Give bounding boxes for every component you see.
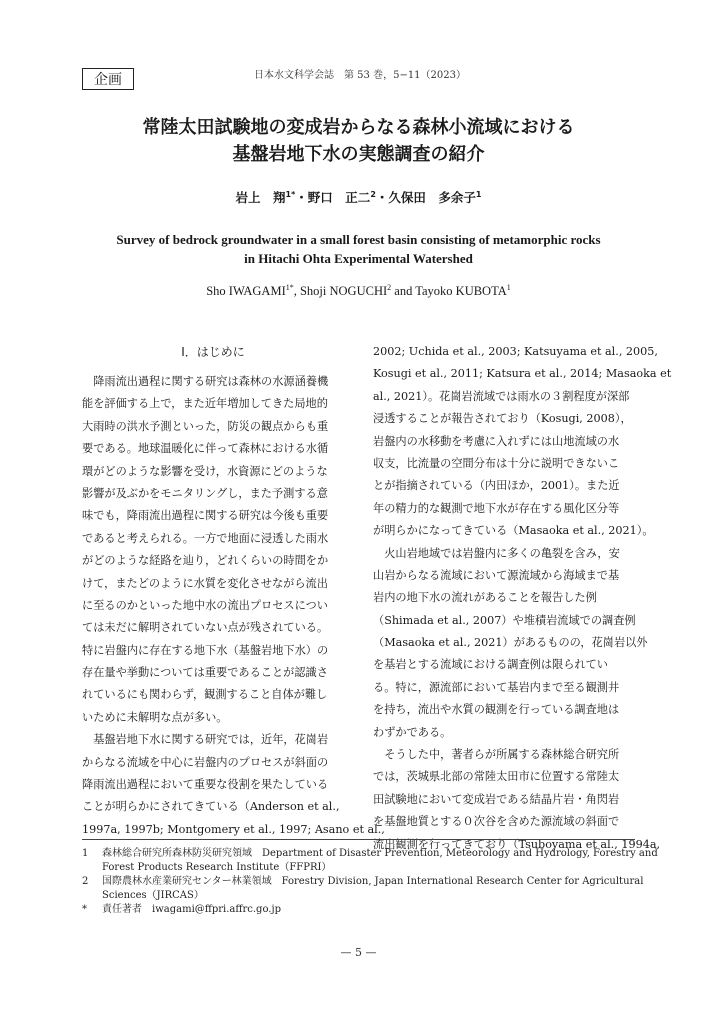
english-title-line2: in Hitachi Ohta Experimental Watershed	[244, 251, 473, 266]
english-title-line1: Survey of bedrock groundwater in a small forest basin consisting of metamorphic rocks	[116, 232, 601, 247]
left-column-line: 環がどのような影響を受け，水資源にどのような	[82, 464, 328, 478]
left-column-line: がどのような経路を辿り，どれくらいの時間をか	[82, 554, 329, 568]
right-column-line: を基岩とする流域における調査例は限られてい	[373, 658, 608, 672]
author-2-affiliation: 2	[370, 189, 376, 199]
left-column-line: であると考えられる。一方で地面に浸透した雨水	[82, 531, 329, 545]
japanese-title-line1: 常陸太田試験地の変成岩からなる森林小流域における	[142, 117, 575, 138]
footnote-2-line1: 国際農林水産業研究センター林業領域 Forestry Division, Japan International Research Center for Agricultural	[102, 876, 644, 887]
left-column-line: 味でも，降雨流出過程に関する研究は今後も重要	[82, 509, 329, 523]
right-column-line: （Masaoka et al., 2021）があるものの，花崗岩以外	[373, 636, 648, 650]
footnote-3-marker: *	[82, 904, 87, 915]
author-1-name: 岩上 翔	[235, 190, 286, 205]
author-1-affiliation-en: 1	[285, 283, 290, 292]
footnote-3-line1: 責任著者 iwagami@ffpri.affrc.go.jp	[102, 904, 281, 915]
author-3-name: 久保田 多余子	[388, 190, 476, 205]
left-column-line: からなる流域を中心に岩盤内のプロセスが斜面の	[82, 755, 329, 769]
right-column-line: 2002; Uchida et al., 2003; Katsuyama et al., 2005,	[373, 345, 658, 358]
english-authors	[60, 283, 657, 299]
right-column-line: 収支，比流量の空間分布は十分に説明できないこ	[373, 456, 620, 470]
author-2-name-en: Shoji NOGUCHI	[299, 284, 388, 299]
english-title	[60, 230, 657, 268]
right-column-line: 流出観測を行ってきており（Tsuboyama et al., 1994a,	[373, 837, 661, 851]
footnote-1-marker: 1	[82, 848, 89, 859]
right-column-line: が明らかになってきている（Masaoka et al., 2021）。	[373, 524, 654, 538]
footnote-1-line1: 森林総合研究所森林防災研究領域 Department of Disaster Prevention, Meteorology and Hydrology, Forestry and	[102, 848, 658, 859]
category-badge: 企画	[82, 68, 134, 90]
japanese-authors	[60, 188, 657, 206]
left-column-line: 1997a, 1997b; Montgomery et al., 1997; Asano et al.,	[82, 822, 385, 836]
left-column-line: 特に岩盤内に存在する地下水（基盤岩地下水）の	[82, 643, 329, 657]
left-column-line: けて，またどのように水質を変化させながら流出	[82, 576, 328, 590]
right-column-line: る。特に，源流部において基岩内まで至る観測井	[373, 680, 620, 694]
right-column-line: 年の精力的な観測で地下水が存在する風化区分等	[373, 501, 620, 515]
left-column-line: 存在量や挙動については重要であることが認識さ	[82, 666, 328, 680]
left-column-line: 影響が及ぶかをモニタリングし，また予測する意	[82, 486, 328, 500]
footnote-2-line2: Sciences（JIRCAS）	[102, 890, 204, 901]
right-column-line: 火山岩地域では岩盤内に多くの亀裂を含み，安	[373, 546, 620, 560]
section-heading: Ⅰ．はじめに	[181, 345, 245, 359]
left-text-column	[82, 371, 385, 841]
corresponding-mark-en: *	[289, 283, 294, 292]
right-column-line: 山岩からなる流域において源流域から海域まで基	[373, 568, 620, 582]
left-column-line: 能を評価する上で，また近年増加してきた局地的	[82, 397, 328, 411]
right-column-line: （Shimada et al., 2007）や堆積岩流域での調査例	[373, 613, 636, 627]
left-column-line: いために未解明な点が多い。	[82, 710, 228, 724]
footnote-1	[82, 847, 658, 875]
right-column-line: を持ち，流出や水質の観測を行っている調査地は	[373, 703, 620, 717]
author-1-affiliation: 1	[285, 189, 292, 199]
right-column-line: 浸透することが報告されており（Kosugi, 2008），	[373, 412, 632, 426]
author-separator: ・	[375, 190, 389, 205]
left-column-line: 降雨流出過程に関する研究は森林の水源涵養機	[82, 375, 329, 388]
right-column-line: 田試験地において変成岩である結晶片岩・角閃岩	[373, 792, 620, 806]
author-3-affiliation: 1	[475, 189, 482, 199]
left-column-line: ことが明らかにされてきている（Anderson et al.,	[82, 800, 340, 814]
author-1-name-en: Sho IWAGAMI	[206, 284, 286, 299]
left-column-line: 基盤岩地下水に関する研究では，近年，花崗岩	[82, 733, 329, 747]
japanese-title-line2: 基盤岩地下水の実態調査の紹介	[232, 144, 485, 165]
right-column-line: とが指摘されている（内田ほか，2001）。また近	[373, 479, 620, 493]
right-column-line: わずかである。	[373, 725, 452, 739]
footnote-2	[82, 875, 644, 903]
left-column-line: 降雨流出過程において重要な役割を果たしている	[82, 778, 329, 792]
right-column-line: al., 2021）。花崗岩流域では雨水の３割程度が深部	[373, 389, 630, 403]
footnote-3	[82, 903, 635, 917]
right-column-line: 岩盤内の水移動を考慮に入れずには山地流域の水	[373, 434, 620, 448]
author-2-name: 野口 正二	[307, 190, 371, 205]
japanese-title	[60, 114, 657, 168]
right-column-line: そうした中，著者らが所属する森林総合研究所	[373, 748, 620, 762]
page-number: — 5 —	[340, 946, 377, 959]
journal-info: 日本水文科学会誌 第 53 巻，5−11（2023）	[254, 70, 466, 81]
author-separator-en: and	[391, 284, 416, 299]
footnote-1-line2: Forest Products Research Institute（FFPRI）	[102, 862, 332, 873]
right-column-line: では，茨城県北部の常陸太田市に位置する常陸太	[373, 770, 620, 784]
author-2-affiliation-en: 2	[387, 283, 392, 292]
right-text-column	[373, 341, 672, 856]
left-column-line: れているにも関わらず，観測すること自体が難し	[82, 688, 328, 702]
right-column-line: を基盤地質とする０次谷を含めた源流域の斜面で	[373, 815, 620, 829]
author-separator: ・	[295, 190, 308, 205]
author-3-name-en: Tayoko KUBOTA	[415, 284, 507, 299]
left-column-line: ては未だに解明されていない点が残されている。	[82, 621, 329, 635]
author-3-affiliation-en: 1	[506, 283, 511, 292]
left-column-line: 要である。地球温暖化に伴って森林における水循	[82, 442, 329, 456]
footnote-2-marker: 2	[82, 876, 89, 887]
right-column-line: 岩内の地下水の流れがあることを報告した例	[373, 591, 597, 605]
corresponding-mark: *	[291, 189, 296, 199]
left-column-line: に至るのかといった地中水の流出プロセスについ	[82, 598, 328, 612]
footnote-divider	[82, 839, 635, 840]
author-separator-en: ,	[293, 284, 300, 299]
left-column-line: 大雨時の洪水予測といった，防災の観点からも重	[82, 419, 329, 433]
right-column-line: Kosugi et al., 2011; Katsura et al., 2014; Masaoka et	[373, 367, 672, 381]
